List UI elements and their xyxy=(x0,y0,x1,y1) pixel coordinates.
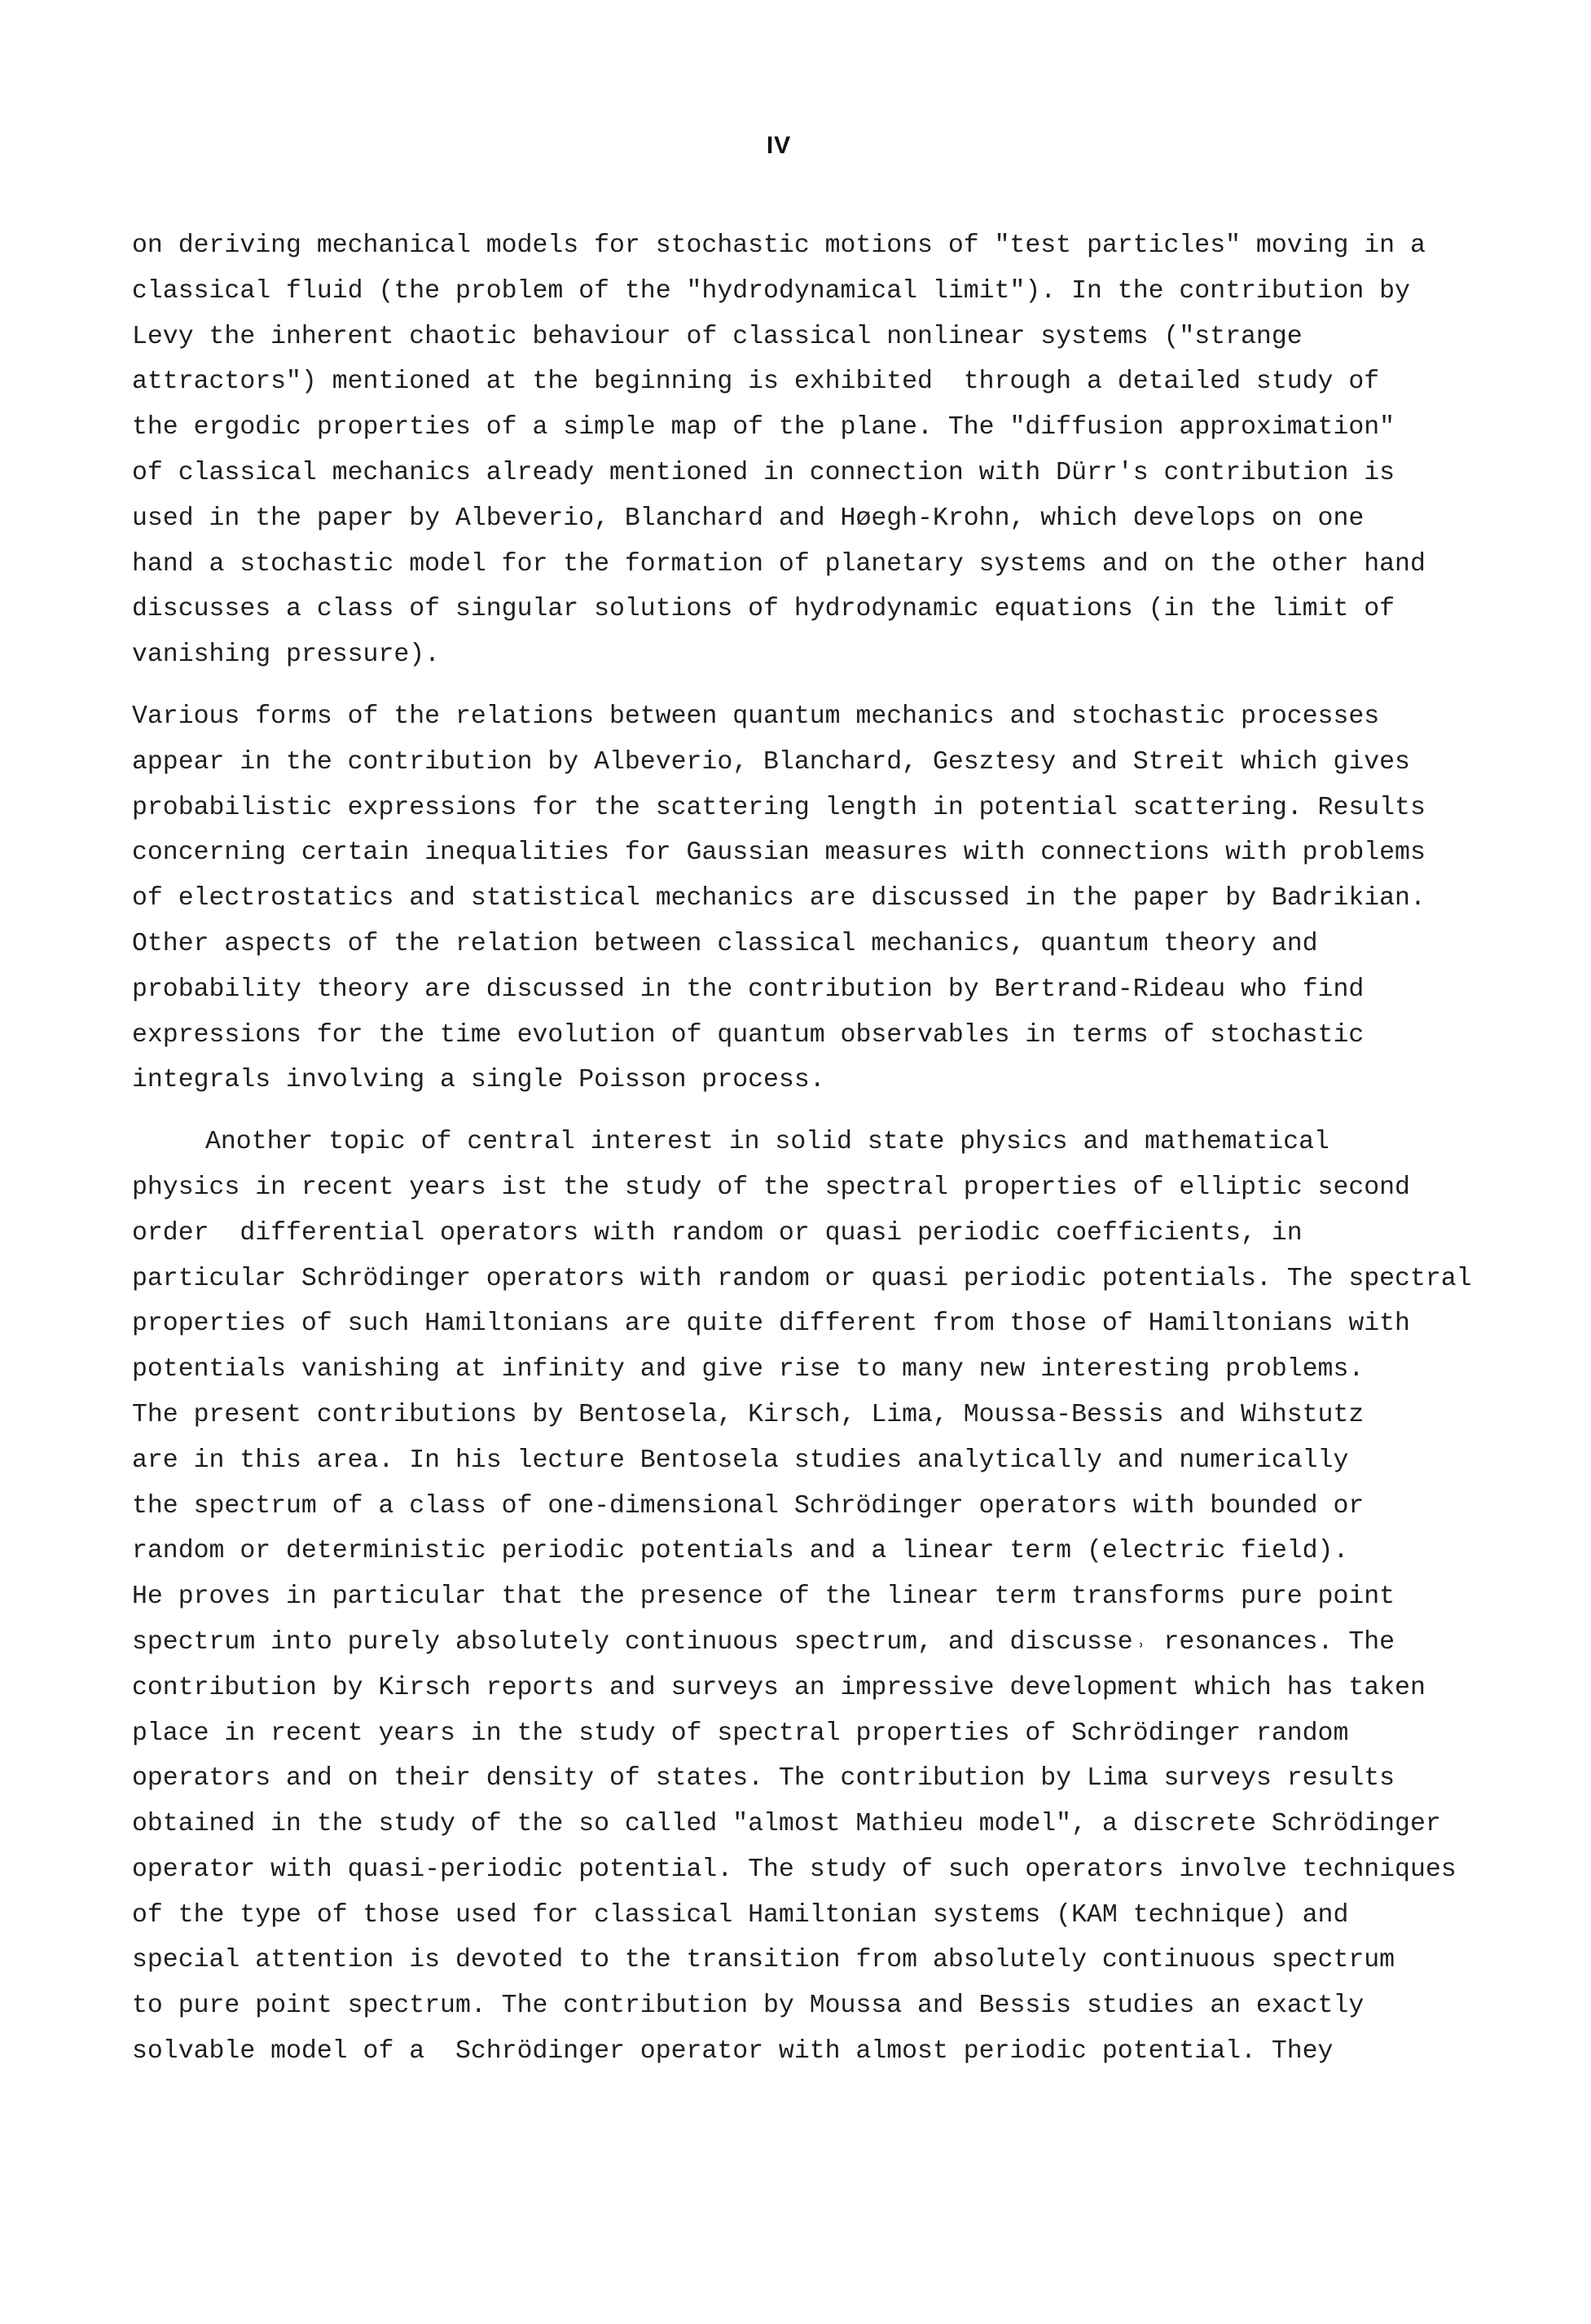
text-line: appear in the contribution by Albeverio, Blanchard, Gesztesy and Streit which gives xyxy=(132,747,1410,777)
text-line: operator with quasi-periodic potential. The study of such operators involve techniques xyxy=(132,1855,1457,1884)
text-line: Various forms of the relations between quantum mechanics and stochastic processes xyxy=(132,702,1380,731)
page-number: IV xyxy=(766,132,792,159)
text-line: vanishing pressure). xyxy=(132,640,441,670)
text-line: integrals involving a single Poisson process. xyxy=(132,1066,825,1095)
text-line: of classical mechanics already mentioned in connection with Dürr's contribution is xyxy=(132,458,1395,487)
text-line: probability theory are discussed in the contribution by Bertrand-Rideau who find xyxy=(132,975,1365,1004)
text-line: potentials vanishing at infinity and give rise to many new interesting problems. xyxy=(132,1355,1365,1384)
paragraph-3 xyxy=(132,1120,1517,2075)
paragraph-2 xyxy=(132,694,1517,1103)
text-line: Another topic of central interest in solid state physics and mathematical xyxy=(205,1128,1329,1157)
text-line: random or deterministic periodic potentials and a linear term (electric field). xyxy=(132,1537,1349,1566)
text-line: discusses a class of singular solutions of hydrodynamic equations (in the limit of xyxy=(132,595,1395,624)
text-line: attractors") mentioned at the beginning is exhibited through a detailed study of xyxy=(132,368,1380,397)
text-line: to pure point spectrum. The contribution by Moussa and Bessis studies an exactly xyxy=(132,1992,1365,2021)
text-line: on deriving mechanical models for stochastic motions of "test particles" moving in a xyxy=(132,231,1426,260)
text-line: probabilistic expressions for the scattering length in potential scattering. Results xyxy=(132,793,1426,822)
text-line: concerning certain inequalities for Gaussian measures with connections with problems xyxy=(132,838,1426,868)
body-text xyxy=(132,223,1517,2075)
text-line: He proves in particular that the presence of the linear term transforms pure point xyxy=(132,1582,1395,1612)
text-line: special attention is devoted to the transition from absolutely continuous spectrum xyxy=(132,1946,1395,1975)
text-line: Levy the inherent chaotic behaviour of classical nonlinear systems ("strange xyxy=(132,322,1303,351)
text-line: physics in recent years ist the study of the spectral properties of elliptic second xyxy=(132,1173,1410,1202)
text-line: place in recent years in the study of spectral properties of Schrödinger random xyxy=(132,1719,1349,1748)
text-line: order differential operators with random or quasi periodic coefficients, in xyxy=(132,1218,1303,1248)
text-line: obtained in the study of the so called "almost Mathieu model", a discrete Schrödinger xyxy=(132,1810,1441,1839)
text-line: operators and on their density of states. The contribution by Lima surveys results xyxy=(132,1764,1395,1794)
text-line: particular Schrödinger operators with random or quasi periodic potentials. The spectral xyxy=(132,1264,1472,1293)
text-line: expressions for the time evolution of quantum observables in terms of stochastic xyxy=(132,1020,1365,1050)
text-line: contribution by Kirsch reports and surveys an impressive development which has taken xyxy=(132,1673,1426,1702)
text-line: hand a stochastic model for the formation of planetary systems and on the other hand xyxy=(132,549,1426,579)
text-line: of the type of those used for classical Hamiltonian systems (KAM technique) and xyxy=(132,1900,1349,1930)
text-line: solvable model of a Schrödinger operator with almost periodic potential. They xyxy=(132,2037,1334,2067)
text-line: the spectrum of a class of one-dimensional Schrödinger operators with bounded or xyxy=(132,1491,1365,1521)
text-line: the ergodic properties of a simple map of the plane. The "diffusion approximation" xyxy=(132,413,1395,442)
text-line: of electrostatics and statistical mechanics are discussed in the paper by Badrikian. xyxy=(132,884,1426,913)
text-line: spectrum into purely absolutely continuous spectrum, and discusse˒ resonances. The xyxy=(132,1627,1395,1657)
text-line: are in this area. In his lecture Bentosela studies analytically and numerically xyxy=(132,1446,1349,1475)
paragraph-1 xyxy=(132,223,1517,678)
text-line: used in the paper by Albeverio, Blanchard and Høegh-Krohn, which develops on one xyxy=(132,504,1365,533)
text-line: classical fluid (the problem of the "hydrodynamical limit"). In the contribution by xyxy=(132,276,1410,306)
text-line: properties of such Hamiltonians are quite different from those of Hamiltonians with xyxy=(132,1309,1410,1339)
text-line: The present contributions by Bentosela, Kirsch, Lima, Moussa-Bessis and Wihstutz xyxy=(132,1400,1365,1429)
text-line: Other aspects of the relation between classical mechanics, quantum theory and xyxy=(132,929,1318,958)
